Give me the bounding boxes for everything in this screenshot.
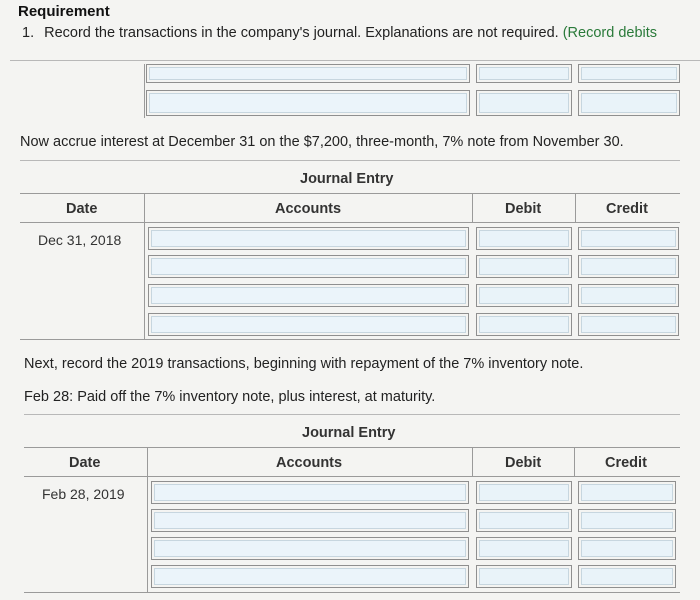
account-input[interactable] xyxy=(146,90,470,116)
credit-input[interactable] xyxy=(578,227,679,250)
accounts-column-header: Accounts xyxy=(276,455,343,471)
credit-column-header: Credit xyxy=(605,455,647,471)
requirement-instruction xyxy=(22,25,657,41)
debit-input[interactable] xyxy=(476,537,572,560)
divider xyxy=(10,60,700,61)
table-column-divider xyxy=(144,64,145,118)
divider xyxy=(20,160,680,161)
debit-input[interactable] xyxy=(476,313,572,336)
credit-input[interactable] xyxy=(578,537,676,560)
account-input[interactable] xyxy=(151,565,469,588)
credit-input[interactable] xyxy=(578,284,679,307)
entry-date: Dec 31, 2018 xyxy=(38,232,122,248)
credit-input[interactable] xyxy=(578,509,676,532)
repay-instruction: Next, record the 2019 transactions, beginning with repayment of the 7% inventory note. xyxy=(24,356,584,372)
divider xyxy=(24,414,680,415)
credit-input[interactable] xyxy=(578,90,680,116)
requirement-title: Requirement xyxy=(18,3,110,20)
debit-input[interactable] xyxy=(476,509,572,532)
date-column-header: Date xyxy=(69,455,101,471)
table-header-border xyxy=(20,222,680,223)
table-column-divider xyxy=(574,447,575,476)
account-input[interactable] xyxy=(148,313,469,336)
debit-column-header: Debit xyxy=(505,455,542,471)
account-input[interactable] xyxy=(148,284,469,307)
requirement-number: 1. xyxy=(22,25,35,41)
account-input[interactable] xyxy=(151,481,469,504)
table-column-divider xyxy=(575,193,576,222)
credit-input[interactable] xyxy=(578,481,676,504)
debit-input[interactable] xyxy=(476,64,572,83)
debit-input[interactable] xyxy=(476,565,572,588)
credit-input[interactable] xyxy=(578,313,679,336)
date-column-header: Date xyxy=(66,201,98,217)
table-top-border xyxy=(20,193,680,194)
repay-subinstruction: Feb 28: Paid off the 7% inventory note, plus interest, at maturity. xyxy=(24,389,436,405)
credit-column-header: Credit xyxy=(606,201,648,217)
journal-entry-title: Journal Entry xyxy=(302,425,396,441)
debit-input[interactable] xyxy=(476,227,572,250)
account-input[interactable] xyxy=(148,255,469,278)
table-header-border xyxy=(24,476,680,477)
debit-input[interactable] xyxy=(476,90,572,116)
debit-input[interactable] xyxy=(476,255,572,278)
debit-input[interactable] xyxy=(476,284,572,307)
credit-input[interactable] xyxy=(578,565,676,588)
account-input[interactable] xyxy=(148,227,469,250)
requirement-hint: (Record debits xyxy=(562,25,658,41)
table-top-border xyxy=(24,447,680,448)
account-input[interactable] xyxy=(146,64,470,83)
table-bottom-border xyxy=(24,592,680,593)
table-column-divider xyxy=(144,193,145,340)
debit-column-header: Debit xyxy=(505,201,542,217)
entry-date: Feb 28, 2019 xyxy=(42,486,125,502)
credit-input[interactable] xyxy=(578,255,679,278)
accrue-instruction: Now accrue interest at December 31 on the $7,200, three-month, 7% note from November 30. xyxy=(20,134,624,150)
table-column-divider xyxy=(472,193,473,222)
journal-entry-title: Journal Entry xyxy=(300,171,394,187)
table-column-divider xyxy=(147,447,148,593)
credit-input[interactable] xyxy=(578,64,680,83)
requirement-text: Record the transactions in the company's journal. Explanations are not required. xyxy=(44,25,559,41)
accounts-column-header: Accounts xyxy=(275,201,342,217)
account-input[interactable] xyxy=(151,509,469,532)
table-bottom-border xyxy=(20,339,680,340)
account-input[interactable] xyxy=(151,537,469,560)
table-column-divider xyxy=(472,447,473,476)
debit-input[interactable] xyxy=(476,481,572,504)
